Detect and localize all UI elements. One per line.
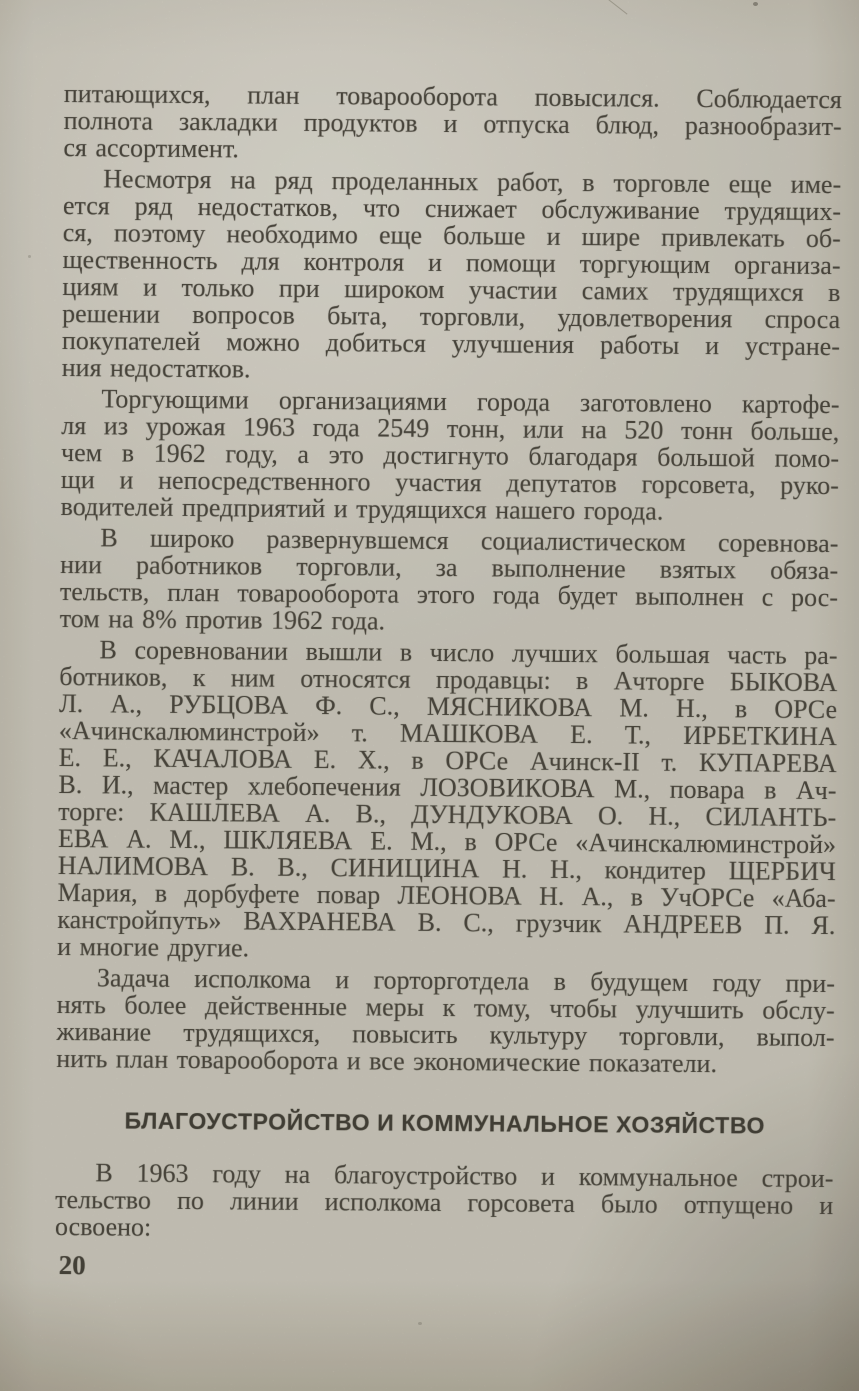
text-line: водителей предприятий и трудящихся нашего города. [60,491,664,526]
text-line: ся ассортимент. [63,132,239,164]
text-line: ся, поэтому необходимо еще больше и шире привлекать об- [62,217,841,254]
text-line: Е. Е., КАЧАЛОВА Е. Х., в ОРСе Ачинск-II т. КУПАРЕВА [58,742,837,779]
text-line: тельств, план товарооборота этого года будет выполнен с рос- [59,576,839,613]
text-line: ботников, к ним относятся продавцы: в Ачторге БЫКОВА [59,661,838,698]
text-line: ЕВА А. М., ШКЛЯЕВА Е. М., в ОРСе «Ачинскалюминстрой» [57,823,837,860]
text-line: В соревновании вышли в число лучших большая часть ра- [99,635,838,671]
paragraph [57,636,838,966]
paragraph [63,80,842,167]
text-line: Мария, в дорбуфете повар ЛЕОНОВА Н. А., в УчОРСе «Аба- [57,877,836,914]
text-line: щественность для контроля и помощи торгующим организа- [62,244,841,281]
page-number: 20 [58,1249,86,1281]
paragraph [61,385,840,526]
text-line: НАЛИМОВА В. В., СИНИЦИНА Н. Н., кондитер ЩЕРБИЧ [57,850,836,887]
text-line: «Ачинскалюминстрой» т. МАШКОВА Е. Т., ИРБЕТКИНА [58,715,837,752]
text-line: освоено: [54,1211,152,1242]
paper-scratch [576,0,627,15]
paragraph [55,1159,834,1246]
paper-speck [418,1322,422,1325]
text-line: питающихся, план товарооборота повысился. Соблюдается [63,79,842,115]
text-line: тельство по линии исполкома горсовета было отпущено и [55,1184,834,1221]
text-line: ля из урожая 1963 года 2549 тонн, или на 520 тонн больше, [61,410,840,447]
text-line: нить план товарооборота и все экономические показатели. [56,1043,718,1079]
page-text-block [55,80,842,1285]
paragraph [56,964,835,1078]
text-line: ется ряд недостатков, что снижает обслуживание трудящих- [62,190,842,227]
paper-speck [753,2,758,6]
text-line: В 1963 году на благоустройство и коммунальное строи- [95,1158,834,1194]
paper-speck [28,255,31,258]
paragraph [62,165,842,387]
text-line: решении вопросов быта, торговли, удовлетворения спроса [62,298,841,335]
paragraph [60,524,839,638]
text-line: том на 8% против 1962 года. [59,603,386,636]
section-heading: БЛАГОУСТРОЙСТВО И КОММУНАЛЬНОЕ ХОЗЯЙСТВО [124,1107,766,1139]
text-line: живание трудящихся, повысить культуру торговли, выпол- [56,1016,835,1053]
text-line: нии работников торговли, за выполнение взятых обяза- [60,549,839,586]
text-line: и многие другие. [57,931,250,963]
text-line: покупателей можно добиться улучшения работы и устране- [61,325,841,362]
text-line: щи и непосредственного участия депутатов горсовета, руко- [60,464,839,501]
text-line: канстройпуть» ВАХРАНЕВА В. С., грузчик АНДРЕЕВ П. Я. [57,904,836,941]
body-paragraphs-before-heading [56,80,842,1078]
text-line: нять более действенные меры к тому, чтобы улучшить обслу- [56,989,835,1026]
text-line: торге: КАШЛЕВА А. В., ДУНДУКОВА О. Н., СИЛАНТЬ- [58,796,837,833]
text-line: циям и только при широком участии самих трудящихся в [62,271,841,308]
text-line: Торгующими организациями города заготовлено картофе- [101,384,840,420]
text-line: полнота закладки продуктов и отпуска блюд, разнообразит- [63,105,842,142]
text-line: В. И., мастер хлебопечения ЛОЗОВИКОВА М., повара в Ач- [58,769,837,806]
text-line: Несмотря на ряд проделанных работ, в торговле еще име- [103,164,842,200]
body-paragraphs-after-heading [55,1159,834,1246]
text-line: чем в 1962 году, а это достигнуто благодаря большой помо- [60,437,840,474]
text-line: Задача исполкома и горторготдела в будущем году при- [96,963,836,999]
text-line: Л. А., РУБЦОВА Ф. С., МЯСНИКОВА М. Н., в ОРСе [58,688,838,725]
text-line: В широко развернувшемся социалистическом соревнова- [100,523,839,559]
text-line: ния недостатков. [61,352,251,384]
